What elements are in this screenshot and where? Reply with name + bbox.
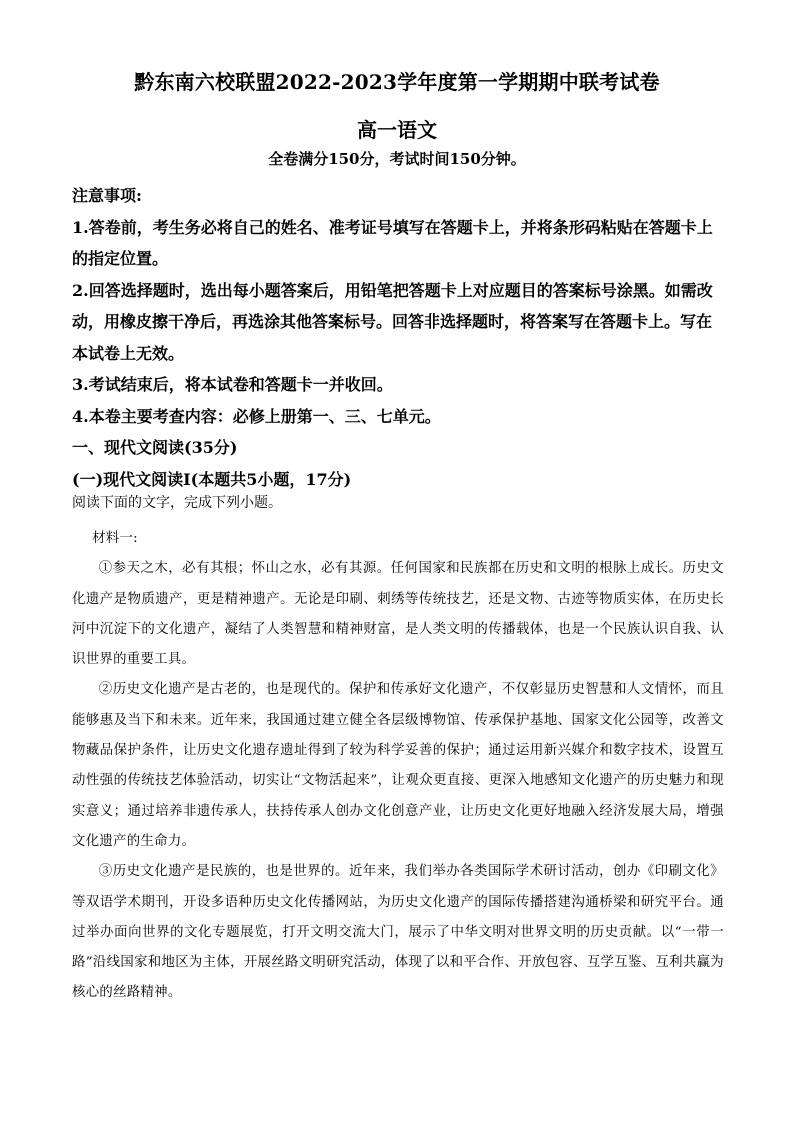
notes-section: [72, 180, 722, 495]
material-paragraph-2: ②历史文化遗产是古老的，也是现代的。保护和传承好文化遗产，不仅彰显历史智慧和人文情怀，而且能够惠及当下和未来。近年来，我国通过建立健全各层级博物馆、传承保护基地、国家文化公园等，改善文物藏品保护条件，让历史文化遗存遗址得到了较为科学妥善的保护；通过运用新兴媒介和数字技术，设置互动性强的传统技艺体验活动，切实让“文物活起来”，让观众更直接、更深入地感知文化遗产的历史魅力和现实意义；通过培养非遗传承人，扶持传承人创办文化创意产业，让历史文化更好地融入经济发展大局，增强文化遗产的生命力。: [72, 682, 724, 849]
note-item-2: 2.回答选择题时，选出每小题答案后，用铅笔把答题卡上对应题目的答案标号涂黑。如需改动，用橡皮擦干净后，再选涂其他答案标号。回答非选择题时，将答案写在答题卡上。写在本试卷上无效。: [72, 280, 713, 363]
subsection-title: (一)现代文阅读Ⅰ(本题共5小题，17分): [72, 469, 352, 489]
material-label: 材料一:: [92, 531, 138, 546]
reading-instruction: 阅读下面的文字，完成下列小题。: [72, 495, 282, 511]
exam-title: 黔东南六校联盟2022-2023学年度第一学期期中联考试卷: [134, 70, 660, 94]
material-paragraph-3: ③历史文化遗产是民族的，也是世界的。近年来，我们举办各类国际学术研讨活动，创办《印刷文化》等双语学术期刊，开设多语种历史文化传播网站，为历史文化遗产的国际传播搭建沟通桥梁和研究平台。通过举办面向世界的文化专题展览，打开文明交流大门，展示了中华文明对世界文明的历史贡献。以“一带一路”沿线国家和地区为主体，开展丝路文明研究活动，体现了以和平合作、开放包容、互学互鉴、互利共赢为核心的丝路精神。: [72, 864, 724, 1001]
note-item-1: 1.答卷前，考生务必将自己的姓名、准考证号填写在答题卡上，并将条形码粘贴在答题卡上的指定位置。: [72, 217, 713, 268]
note-item-4: 4.本卷主要考查内容：必修上册第一、三、七单元。: [72, 406, 441, 426]
score-info: 全卷满分150分，考试时间150分钟。: [268, 150, 526, 168]
exam-subject: 高一语文: [357, 118, 437, 142]
notes-heading: 注意事项:: [72, 186, 142, 205]
section-title: 一、现代文阅读(35分): [72, 438, 238, 457]
note-item-3: 3.考试结束后，将本试卷和答题卡一并收回。: [72, 375, 393, 394]
material-paragraph-1: ①参天之木，必有其根；怀山之水，必有其源。任何国家和民族都在历史和文明的根脉上成长。历史文化遗产是物质遗产，更是精神遗产。无论是印刷、刺绣等传统技艺，还是文物、古迹等物质实体，在历史长河中沉淀下的文化遗产，凝结了人类智慧和精神财富，是人类文明的传播载体，也是一个民族认识自我、认识世界的重要工具。: [72, 561, 724, 668]
reading-material: [72, 524, 724, 1009]
